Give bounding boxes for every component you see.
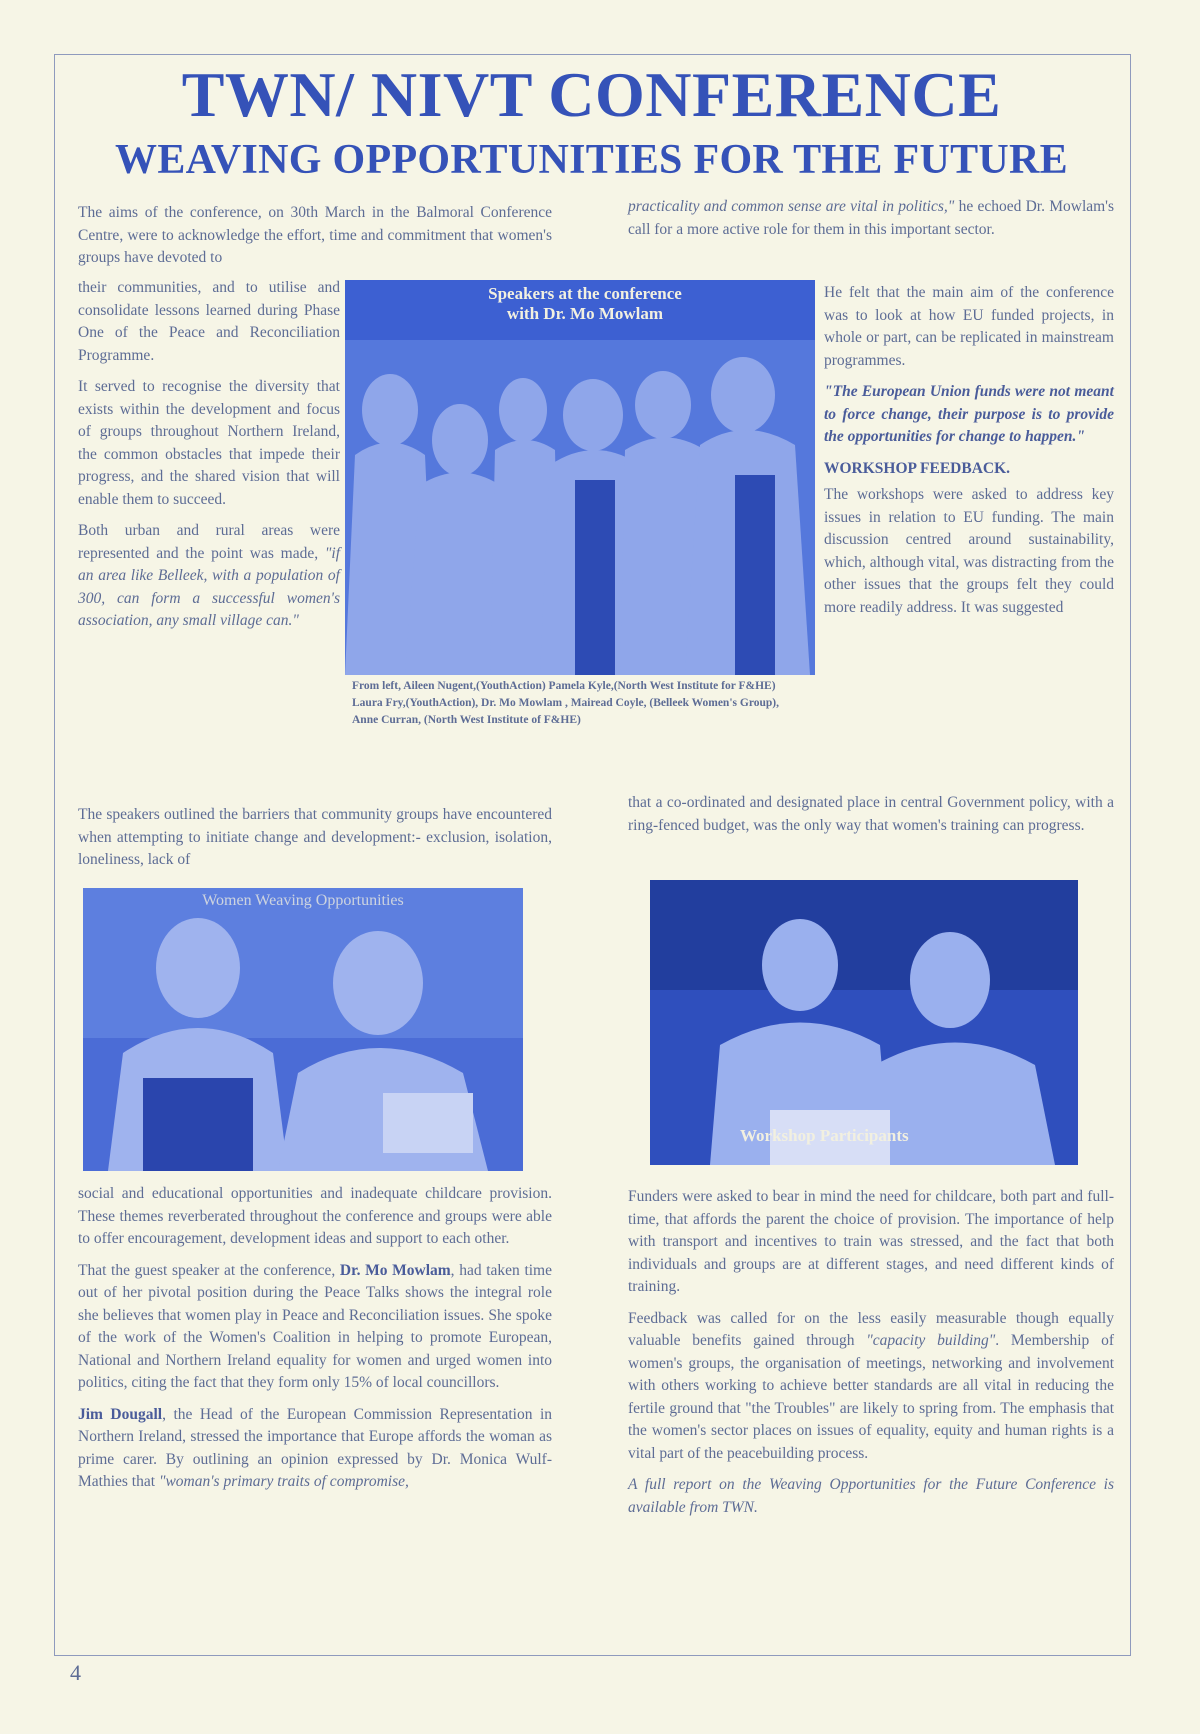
- speakers-photo: [345, 280, 815, 675]
- speakers-photo-image: [345, 280, 815, 675]
- women-weaving-photo: [83, 888, 523, 1171]
- mowlam-name: Dr. Mo Mowlam: [339, 1261, 451, 1279]
- workshop-participants-overlay: Workshop Participants: [740, 1126, 909, 1145]
- page-subtitle: WEAVING OPPORTUNITIES FOR THE FUTURE: [115, 137, 1068, 183]
- speakers-heading: [425, 284, 745, 324]
- left-intro: [78, 202, 552, 279]
- dougall-paragraph: Jim Dougall, the Head of the European Commission Representation in Northern Ireland, stressed the importance that Europe affords the woman as prime carer. By outlining an opinion expressed by Dr. Monica Wulf-Mathies that "woman's primary traits of compromise,: [78, 1405, 553, 1490]
- page-number: 4: [70, 1660, 81, 1685]
- mowlam-paragraph: That the guest speaker at the conference, Dr. Mo Mowlam, had taken time out of her pivotal position during the Peace Talks shows the integral role she believes that women play in Peace and Reconciliation issues. She spoke of the work of the Women's Coalition in helping to promote European, National and Northern Ireland equality for women and urged women into politics, citing the fact that they form only 15% of local councillors.: [78, 1261, 552, 1391]
- speakers-heading-line2: with Dr. Mo Mowlam: [506, 304, 664, 323]
- dougall-quote: "woman's primary traits of compromise,: [158, 1473, 409, 1490]
- barriers-paragraph: The speakers outlined the barriers that community groups have encountered when attempting to initiate change and development:- exclusion, isolation, loneliness, lack of: [78, 806, 552, 868]
- funders-paragraph: Funders were asked to bear in mind the need for childcare, both part and full-time, that affords the parent the choice of provision. The importance of help with transport and incentives to train was stressed, and the fact that both individuals and groups are at different stages, and need different kinds of training.: [628, 1188, 1114, 1295]
- capacity-quote: "capacity building": [866, 1332, 996, 1349]
- practicality-paragraph: practicality and common sense are vital in politics," he echoed Dr. Mowlam's call for a more active role for them in this important sector.: [628, 198, 1115, 238]
- left-wrap-column: [78, 277, 340, 642]
- diversity-paragraph: It served to recognise the diversity that exists within the development and focus of groups throughout Northern Ireland, the common obstacles that impede their progress, and the shared vision that will enable them to succeed.: [78, 378, 340, 508]
- full-report-note: A full report on the Weaving Opportunities for the Future Conference is available from TWN.: [628, 1476, 1114, 1516]
- main-aim-paragraph: He felt that the main aim of the conference was to look at how EU funded projects, in whole or part, can be replicated in mainstream programmes.: [824, 284, 1114, 369]
- dougall-name: Jim Dougall: [78, 1405, 163, 1423]
- workshop-paragraph-a: The workshops were asked to address key issues in relation to EU funding. The main discussion centred around sustainability, which, although vital, was distracting from the other issues that the groups felt they could more readily address. It was suggested: [824, 486, 1114, 616]
- barriers-text: [78, 804, 552, 881]
- speakers-heading-line1: Speakers at the conference: [488, 284, 682, 303]
- workshop-participants-photo-image: [650, 880, 1078, 1165]
- intro-paragraph-b: their communities, and to utilise and consolidate lessons learned during Phase One of the Peace and Reconciliation Programme.: [78, 279, 340, 364]
- practicality-quote: practicality and common sense are vital in politics,": [628, 198, 955, 215]
- workshop-feedback-heading: WORKSHOP FEEDBACK.: [824, 459, 1011, 477]
- right-mid-text: [628, 792, 1114, 846]
- speakers-caption: From left, Aileen Nugent,(YouthAction) Pamela Kyle,(North West Institute for F&HE) Laura Fry,(YouthAction), Dr. Mo Mowlam , Mairead Coyle, (Belleek Women's Group), Anne Curran, (North West Institute of F&HE): [352, 680, 779, 726]
- capacity-paragraph: Feedback was called for on the less easily measurable though equally valuable benefits gained through "capacity building". Membership of women's groups, the organisation of meetings, networking and involvement with others working to achieve better standards are all vital in reducing the fertile ground that "the Troubles" are likely to spring from. The emphasis that the women's sector places on issues of equality, equity and human rights is a vital part of the peacebuilding process.: [628, 1309, 1114, 1462]
- workshop-paragraph-b: that a co-ordinated and designated place in central Government policy, with a ring-fenced budget, was the only way that women's training can progress.: [628, 794, 1114, 834]
- women-weaving-photo-image: [83, 888, 523, 1171]
- intro-paragraph-a: The aims of the conference, on 30th March in the Balmoral Conference Centre, were to acknowledge the effort, time and commitment that women's groups have devoted to: [78, 204, 552, 266]
- right-intro: [628, 196, 1114, 250]
- eu-funds-quote: "The European Union funds were not meant to force change, their purpose is to provide the opportunities for change to happen.": [824, 383, 1114, 445]
- workshop-participants-photo: [650, 880, 1078, 1165]
- right-wrap-column: [824, 282, 1114, 628]
- urban-rural-lead: Both urban and rural areas were represented and the point was made,: [78, 522, 340, 562]
- left-bottom-text: [78, 1183, 552, 1503]
- women-weaving-overlay: Women Weaving Opportunities: [202, 892, 404, 909]
- right-bottom-text: [628, 1186, 1114, 1528]
- belleek-quote: "if an area like Belleek, with a population of 300, can form a successful women's association, any small village can.": [78, 544, 341, 629]
- urban-rural-paragraph: [78, 520, 340, 633]
- page-title: TWN/ NIVT CONFERENCE: [181, 59, 1002, 130]
- themes-paragraph: social and educational opportunities and inadequate childcare provision. These themes reverberated throughout the conference and groups were able to offer encouragement, development ideas and support to each other.: [78, 1185, 552, 1247]
